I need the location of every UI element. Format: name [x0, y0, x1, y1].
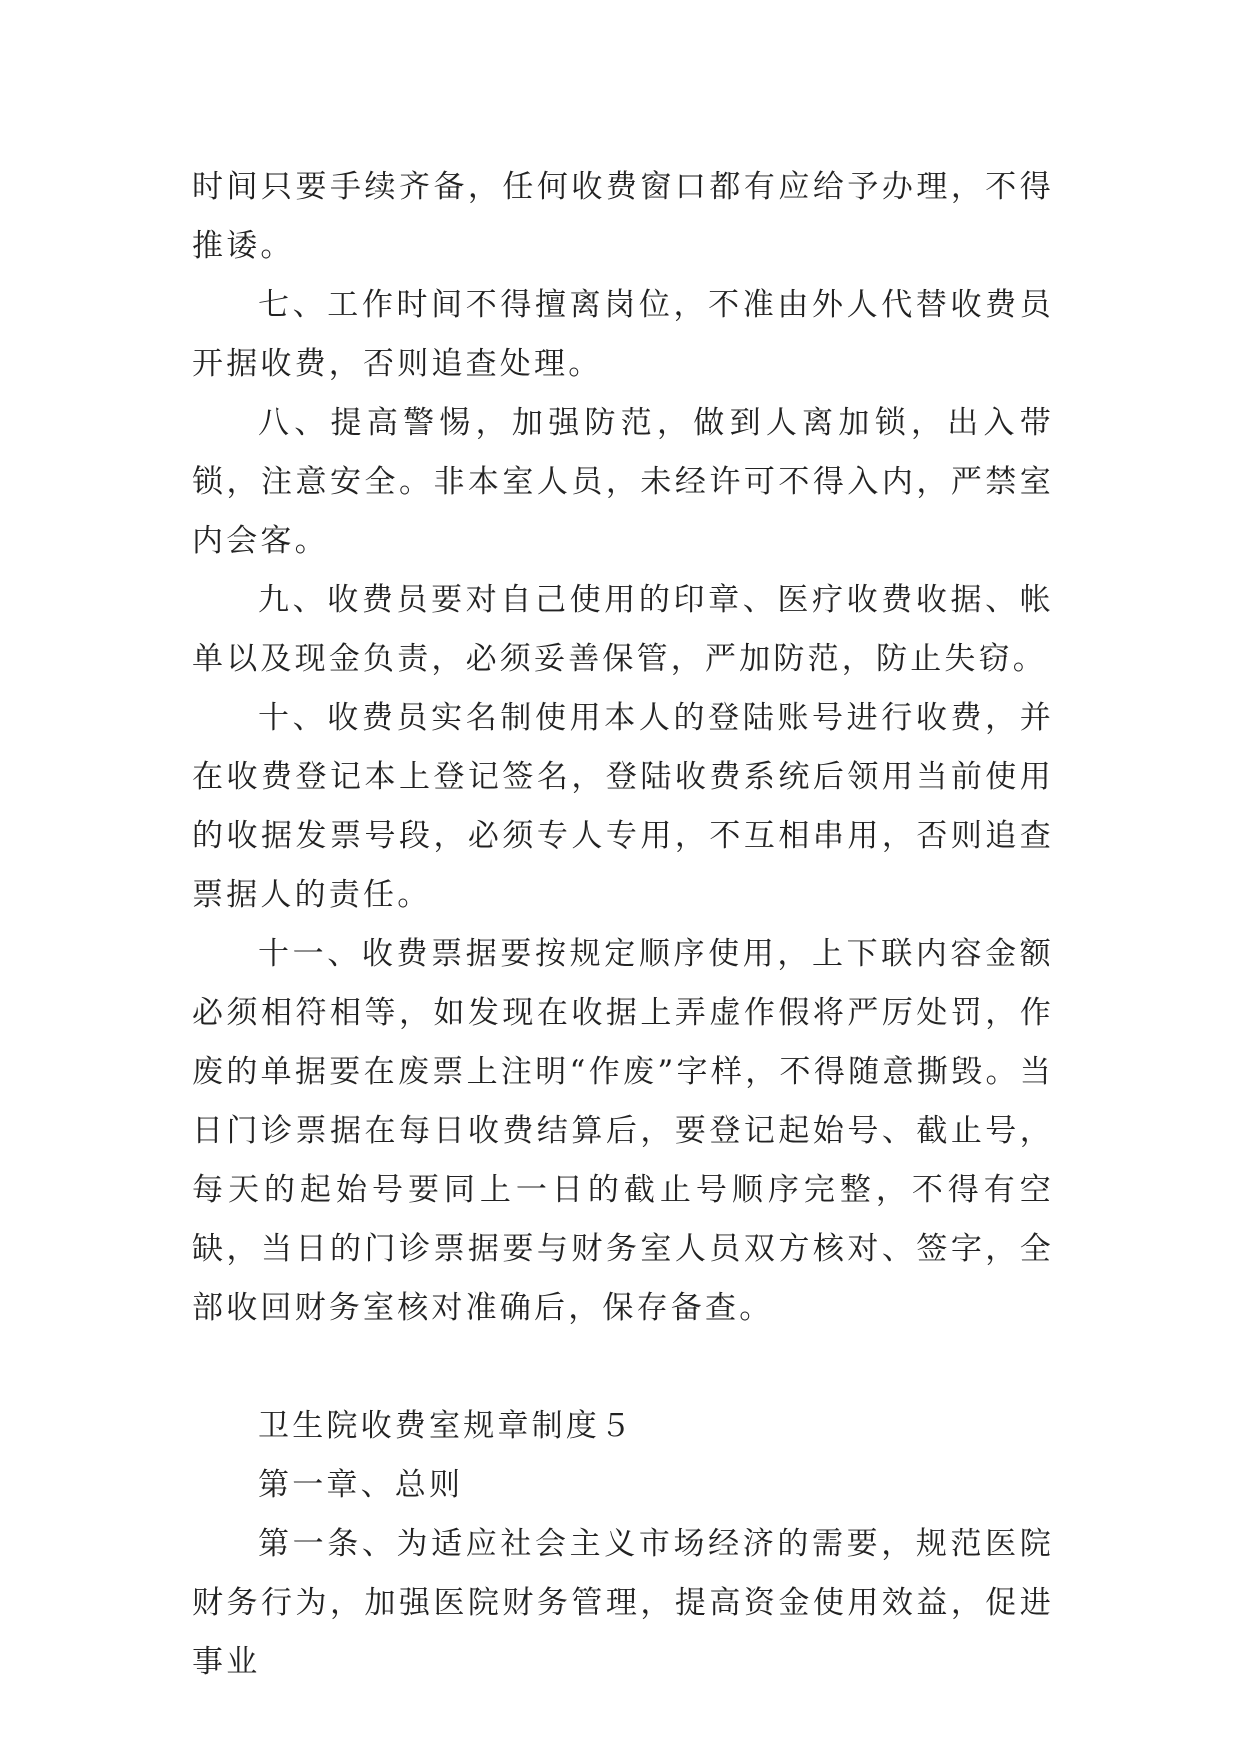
paragraph-rule-8: 八、提高警惕，加强防范，做到人离加锁，出入带锁，注意安全。非本室人员，未经许可不得入内，严禁室内会客。: [192, 405, 1054, 559]
section-spacer: [192, 1338, 1054, 1397]
paragraph-continuation: 时间只要手续齐备，任何收费窗口都有应给予办理，不得推诿。: [192, 169, 1054, 264]
document-body: [192, 158, 1054, 1692]
paragraph-rule-11: 十一、收费票据要按规定顺序使用，上下联内容金额必须相符相等，如发现在收据上弄虚作假将严厉处罚，作废的单据要在废票上注明“作废”字样，不得随意撕毁。当日门诊票据在每日收费结算后，要登记起始号、截止号，每天的起始号要同上一日的截止号顺序完整，不得有空缺，当日的门诊票据要与财务室人员双方核对、签字，全部收回财务室核对准确后，保存备查。: [192, 936, 1054, 1326]
paragraph-rule-10: 十、收费员实名制使用本人的登陆账号进行收费，并在收费登记本上登记签名，登陆收费系统后领用当前使用的收据发票号段，必须专人专用，不互相串用，否则追查票据人的责任。: [192, 700, 1054, 913]
chapter-title: 第一章、总则: [258, 1467, 464, 1503]
paragraph-rule-7: 七、工作时间不得擅离岗位，不准由外人代替收费员开据收费，否则追查处理。: [192, 287, 1054, 382]
section-title: 卫生院收费室规章制度５: [258, 1408, 635, 1444]
paragraph-rule-9: 九、收费员要对自己使用的印章、医疗收费收据、帐单以及现金负责，必须妥善保管，严加防范，防止失窃。: [192, 582, 1054, 677]
article-1: 第一条、为适应社会主义市场经济的需要，规范医院财务行为，加强医院财务管理，提高资金使用效益，促进事业: [192, 1526, 1054, 1680]
